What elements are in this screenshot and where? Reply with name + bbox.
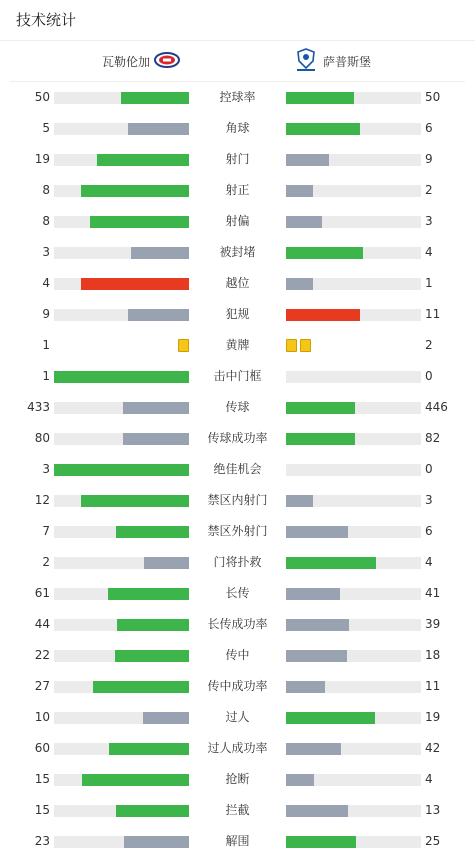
stat-row[interactable] xyxy=(0,299,475,330)
home-bar-track xyxy=(54,309,189,321)
stat-row[interactable] xyxy=(0,144,475,175)
away-value: 11 xyxy=(425,307,441,321)
stat-label: 长传成功率 xyxy=(207,617,268,631)
stats-list xyxy=(0,82,475,857)
away-team-name: 萨普斯堡 xyxy=(323,54,372,69)
home-bar-track xyxy=(54,619,189,631)
home-value: 4 xyxy=(42,276,50,290)
stat-row[interactable] xyxy=(0,392,475,423)
away-bar-track xyxy=(286,836,421,848)
away-bar-track xyxy=(286,526,421,538)
home-bar-track xyxy=(54,185,189,197)
away-bar-fill xyxy=(286,681,325,693)
away-value: 25 xyxy=(425,834,441,848)
away-bar-track xyxy=(286,774,421,786)
stat-label: 传中 xyxy=(225,648,250,662)
away-cards xyxy=(286,339,311,352)
home-team-name: 瓦勒伦加 xyxy=(101,54,150,69)
home-bar-track xyxy=(54,743,189,755)
page-title: 技术统计 xyxy=(0,0,475,41)
home-bar-fill xyxy=(117,619,189,631)
away-value: 82 xyxy=(425,431,441,445)
away-bar-track xyxy=(286,371,421,383)
stat-label: 拦截 xyxy=(225,803,250,817)
home-bar-fill xyxy=(128,123,189,135)
stat-row[interactable] xyxy=(0,764,475,795)
stat-row[interactable] xyxy=(0,795,475,826)
home-bar-fill xyxy=(82,774,189,786)
stat-label: 被封堵 xyxy=(219,245,256,259)
home-bar-fill xyxy=(131,247,189,259)
away-value: 19 xyxy=(425,710,441,724)
stat-row[interactable] xyxy=(0,640,475,671)
home-bar-track xyxy=(54,588,189,600)
away-bar-track xyxy=(286,123,421,135)
home-value: 15 xyxy=(34,772,50,786)
away-bar-track xyxy=(286,743,421,755)
home-bar-track xyxy=(54,123,189,135)
home-bar-fill xyxy=(54,464,189,476)
away-bar-track xyxy=(286,619,421,631)
stat-row[interactable] xyxy=(0,113,475,144)
home-value: 60 xyxy=(34,741,50,755)
home-bar-track xyxy=(54,371,189,383)
home-value: 7 xyxy=(42,524,50,538)
home-bar-fill xyxy=(81,495,189,507)
away-bar-fill xyxy=(286,247,363,259)
away-bar-fill xyxy=(286,185,313,197)
away-value: 42 xyxy=(425,741,441,755)
yellow-card-icon xyxy=(300,339,311,352)
home-bar-fill xyxy=(54,371,189,383)
away-bar-track xyxy=(286,278,421,290)
away-value: 11 xyxy=(425,679,441,693)
away-value: 6 xyxy=(425,121,433,135)
away-bar-fill xyxy=(286,650,347,662)
stat-row[interactable] xyxy=(0,237,475,268)
home-bar-track xyxy=(54,247,189,259)
home-value: 19 xyxy=(34,152,50,166)
home-cards xyxy=(178,339,189,352)
home-value: 8 xyxy=(42,214,50,228)
away-value: 9 xyxy=(425,152,433,166)
stat-label: 控球率 xyxy=(219,90,256,104)
away-value: 4 xyxy=(425,555,433,569)
stat-label: 射门 xyxy=(225,152,250,166)
away-bar-track xyxy=(286,650,421,662)
home-bar-track xyxy=(54,154,189,166)
stat-row[interactable] xyxy=(0,82,475,113)
home-team[interactable] xyxy=(102,41,180,81)
stat-label: 门将扑救 xyxy=(213,555,262,569)
away-bar-fill xyxy=(286,712,375,724)
away-bar-track xyxy=(286,433,421,445)
home-value: 12 xyxy=(34,493,50,507)
away-bar-track xyxy=(286,805,421,817)
away-value: 0 xyxy=(425,462,433,476)
away-bar-track xyxy=(286,464,421,476)
away-bar-track xyxy=(286,402,421,414)
away-bar-track xyxy=(286,216,421,228)
stat-row[interactable] xyxy=(0,609,475,640)
away-value: 13 xyxy=(425,803,441,817)
away-bar-fill xyxy=(286,123,360,135)
home-bar-fill xyxy=(93,681,189,693)
away-bar-track xyxy=(286,154,421,166)
home-value: 44 xyxy=(34,617,50,631)
away-bar-fill xyxy=(286,278,313,290)
home-value: 23 xyxy=(34,834,50,848)
home-bar-fill xyxy=(108,588,189,600)
home-bar-track xyxy=(54,681,189,693)
home-bar-track xyxy=(54,836,189,848)
home-value: 10 xyxy=(34,710,50,724)
home-bar-fill xyxy=(81,278,189,290)
home-value: 15 xyxy=(34,803,50,817)
stat-row[interactable] xyxy=(0,578,475,609)
home-value: 61 xyxy=(34,586,50,600)
teams-header xyxy=(10,41,465,82)
stat-label: 射正 xyxy=(225,183,250,197)
stat-label: 角球 xyxy=(225,121,250,135)
home-bar-fill xyxy=(144,557,189,569)
home-bar-track xyxy=(54,526,189,538)
home-bar-fill xyxy=(109,743,189,755)
away-bar-fill xyxy=(286,433,355,445)
away-team-logo-icon xyxy=(295,48,317,75)
home-value: 22 xyxy=(34,648,50,662)
stat-label: 传球成功率 xyxy=(207,431,268,445)
away-team[interactable] xyxy=(295,41,371,81)
home-bar-fill xyxy=(81,185,189,197)
away-value: 3 xyxy=(425,214,433,228)
away-bar-track xyxy=(286,588,421,600)
home-bar-fill xyxy=(123,402,189,414)
home-bar-fill xyxy=(116,805,189,817)
home-bar-fill xyxy=(123,433,189,445)
home-bar-track xyxy=(54,557,189,569)
stat-label: 传中成功率 xyxy=(207,679,268,693)
home-bar-track xyxy=(54,92,189,104)
home-bar-track xyxy=(54,650,189,662)
home-value: 1 xyxy=(42,338,50,352)
away-bar-fill xyxy=(286,154,329,166)
home-bar-fill xyxy=(97,154,189,166)
home-bar-track xyxy=(54,774,189,786)
stat-row[interactable] xyxy=(0,330,475,361)
away-value: 2 xyxy=(425,338,433,352)
away-bar-fill xyxy=(286,495,313,507)
away-bar-fill xyxy=(286,402,355,414)
away-value: 39 xyxy=(425,617,441,631)
away-bar-track xyxy=(286,557,421,569)
away-bar-track xyxy=(286,92,421,104)
stat-label: 长传 xyxy=(225,586,250,600)
stat-row[interactable] xyxy=(0,547,475,578)
away-bar-track xyxy=(286,185,421,197)
stat-label: 射偏 xyxy=(225,214,250,228)
away-value: 4 xyxy=(425,245,433,259)
stat-label: 禁区内射门 xyxy=(207,493,268,507)
away-bar-track xyxy=(286,681,421,693)
away-value: 3 xyxy=(425,493,433,507)
away-bar-fill xyxy=(286,92,354,104)
away-value: 446 xyxy=(425,400,448,414)
away-value: 41 xyxy=(425,586,441,600)
home-value: 1 xyxy=(42,369,50,383)
away-bar-fill xyxy=(286,836,356,848)
home-bar-fill xyxy=(124,836,189,848)
away-bar-fill xyxy=(286,619,349,631)
home-value: 80 xyxy=(34,431,50,445)
home-bar-track xyxy=(54,712,189,724)
home-bar-track xyxy=(54,402,189,414)
home-team-logo-icon xyxy=(154,52,180,71)
stat-row[interactable] xyxy=(0,268,475,299)
stat-label: 绝佳机会 xyxy=(213,462,262,476)
stat-label: 解围 xyxy=(225,834,250,848)
home-bar-track xyxy=(54,495,189,507)
stat-label: 传球 xyxy=(225,400,250,414)
stat-row[interactable] xyxy=(0,671,475,702)
away-bar-track xyxy=(286,712,421,724)
away-bar-fill xyxy=(286,805,348,817)
yellow-card-icon xyxy=(178,339,189,352)
home-bar-track xyxy=(54,433,189,445)
away-value: 2 xyxy=(425,183,433,197)
away-bar-fill xyxy=(286,309,360,321)
stat-label: 击中门框 xyxy=(213,369,262,383)
home-value: 50 xyxy=(34,90,50,104)
stat-row[interactable] xyxy=(0,733,475,764)
stat-label: 越位 xyxy=(225,276,250,290)
yellow-card-icon xyxy=(286,339,297,352)
home-value: 3 xyxy=(42,245,50,259)
stat-label: 过人成功率 xyxy=(207,741,268,755)
away-value: 6 xyxy=(425,524,433,538)
stat-label: 抢断 xyxy=(225,772,250,786)
away-value: 0 xyxy=(425,369,433,383)
stat-row[interactable] xyxy=(0,454,475,485)
home-value: 8 xyxy=(42,183,50,197)
stat-row[interactable] xyxy=(0,423,475,454)
away-bar-fill xyxy=(286,526,348,538)
home-bar-track xyxy=(54,216,189,228)
away-bar-track xyxy=(286,495,421,507)
away-bar-fill xyxy=(286,557,376,569)
home-bar-track xyxy=(54,805,189,817)
away-value: 50 xyxy=(425,90,441,104)
away-value: 18 xyxy=(425,648,441,662)
home-value: 5 xyxy=(42,121,50,135)
home-bar-fill xyxy=(116,526,189,538)
stat-label: 禁区外射门 xyxy=(207,524,268,538)
home-bar-track xyxy=(54,278,189,290)
away-value: 1 xyxy=(425,276,433,290)
away-bar-fill xyxy=(286,743,341,755)
home-value: 433 xyxy=(27,400,50,414)
away-value: 4 xyxy=(425,772,433,786)
stat-row[interactable] xyxy=(0,485,475,516)
stat-label: 犯规 xyxy=(225,307,250,321)
away-bar-fill xyxy=(286,774,314,786)
home-value: 3 xyxy=(42,462,50,476)
stat-row[interactable] xyxy=(0,361,475,392)
home-value: 2 xyxy=(42,555,50,569)
home-value: 9 xyxy=(42,307,50,321)
home-bar-track xyxy=(54,464,189,476)
stat-row[interactable] xyxy=(0,206,475,237)
home-value: 27 xyxy=(34,679,50,693)
home-bar-fill xyxy=(121,92,189,104)
stat-label: 过人 xyxy=(225,710,250,724)
home-bar-fill xyxy=(115,650,189,662)
away-bar-track xyxy=(286,247,421,259)
home-bar-fill xyxy=(90,216,189,228)
home-bar-fill xyxy=(128,309,189,321)
stat-label: 黄牌 xyxy=(225,338,250,352)
stat-row[interactable] xyxy=(0,175,475,206)
stat-row[interactable] xyxy=(0,702,475,733)
stat-row[interactable] xyxy=(0,516,475,547)
stat-row[interactable] xyxy=(0,826,475,857)
home-bar-fill xyxy=(143,712,189,724)
away-bar-track xyxy=(286,309,421,321)
away-bar-fill xyxy=(286,588,340,600)
away-bar-fill xyxy=(286,216,322,228)
